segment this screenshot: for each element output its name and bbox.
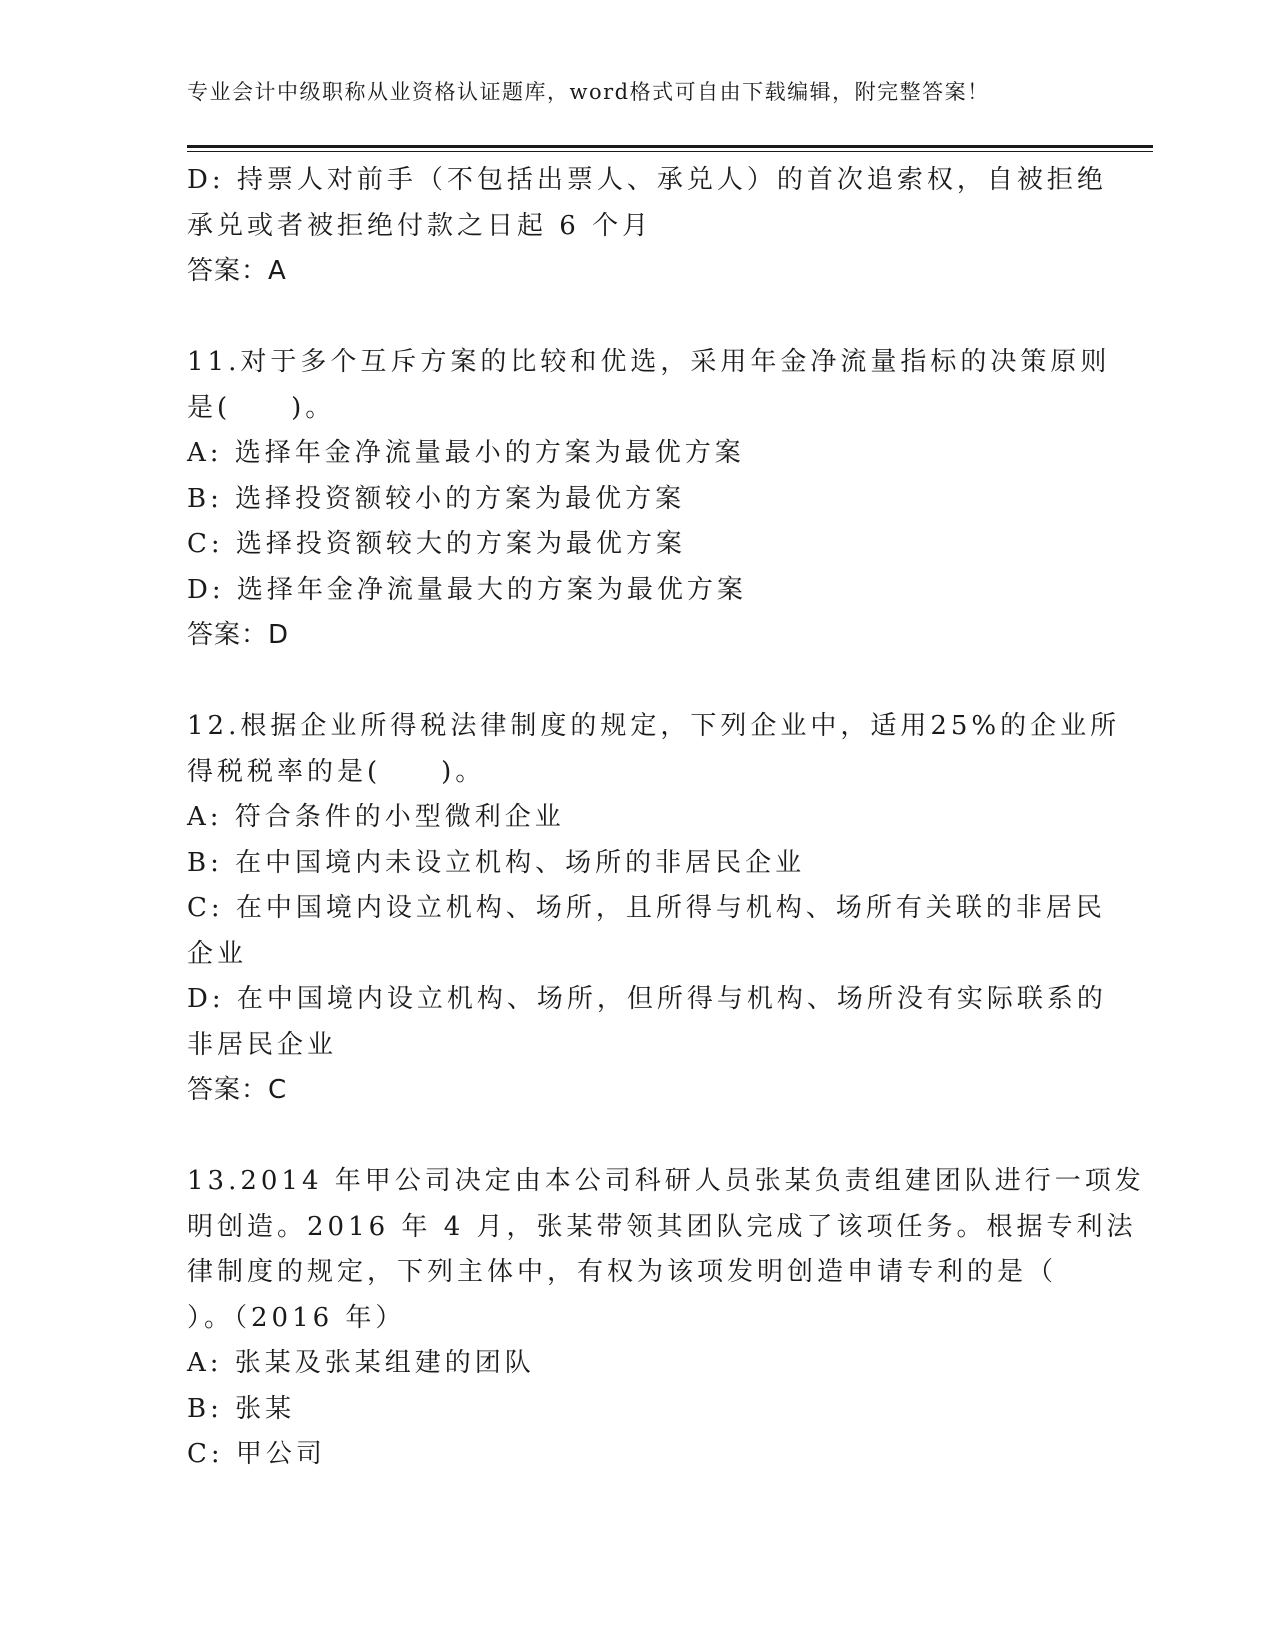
q11-option-a: A: 选择年金净流量最小的方案为最优方案 — [187, 438, 745, 468]
answer-prev: 答案：A — [187, 256, 287, 286]
q11-stem-line-2: 是( )。 — [187, 392, 336, 423]
q12-option-a: A: 符合条件的小型微利企业 — [187, 802, 565, 832]
header-rule-thick — [187, 145, 1153, 148]
spacer — [187, 659, 1087, 705]
q11-stem-line-1: 11.对于多个互斥方案的比较和优选，采用年金净流量指标的决策原则 — [187, 347, 1111, 377]
q12-stem-line-1: 12.根据企业所得税法律制度的规定，下列企业中，适用25%的企业所 — [187, 711, 1121, 741]
q12-option-d-line-1: D: 在中国境内设立机构、场所，但所得与机构、场所没有实际联系的 — [187, 984, 1107, 1014]
q12-option-c-line-2: 企业 — [187, 938, 248, 969]
q11-answer: 答案：D — [187, 620, 290, 650]
q13-stem-line-2: 明创造。2016 年 4 月，张某带领其团队完成了该项任务。根据专利法 — [187, 1211, 1137, 1242]
q13-option-b: B: 张某 — [187, 1393, 296, 1424]
q12-option-b: B: 在中国境内未设立机构、场所的非居民企业 — [187, 847, 806, 878]
option-d-line-2: 承兑或者被拒绝付款之日起 6 个月 — [187, 210, 653, 241]
q12-option-c-line-1: C: 在中国境内设立机构、场所，且所得与机构、场所有关联的非居民 — [187, 893, 1106, 923]
q13-option-c: C: 甲公司 — [187, 1439, 326, 1469]
q11-option-d: D: 选择年金净流量最大的方案为最优方案 — [187, 574, 747, 605]
q11-option-c: C: 选择投资额较大的方案为最优方案 — [187, 529, 686, 559]
q11-option-b: B: 选择投资额较小的方案为最优方案 — [187, 483, 686, 514]
q13-stem-line-3: 律制度的规定，下列主体中，有权为该项发明创造申请专利的是（ — [187, 1257, 1058, 1287]
q12-answer: 答案：C — [187, 1075, 288, 1105]
spacer — [187, 295, 1087, 341]
q12-stem-line-2: 得税税率的是( )。 — [187, 756, 486, 787]
q13-option-a: A: 张某及张某组建的团队 — [187, 1348, 535, 1378]
page-header: 专业会计中级职称从业资格认证题库，word格式可自由下载编辑，附完整答案！ — [187, 80, 990, 104]
q13-stem-line-1: 13.2014 年甲公司决定由本公司科研人员张某负责组建团队进行一项发 — [187, 1166, 1145, 1196]
question-content — [187, 158, 1145, 1478]
header-rule-thin — [187, 151, 1153, 152]
spacer — [187, 1114, 1087, 1160]
q13-stem-line-4: ）。（2016 年） — [187, 1302, 406, 1333]
q12-option-d-line-2: 非居民企业 — [187, 1029, 338, 1060]
option-d-line-1: D: 持票人对前手（不包括出票人、承兑人）的首次追索权，自被拒绝 — [187, 165, 1107, 195]
